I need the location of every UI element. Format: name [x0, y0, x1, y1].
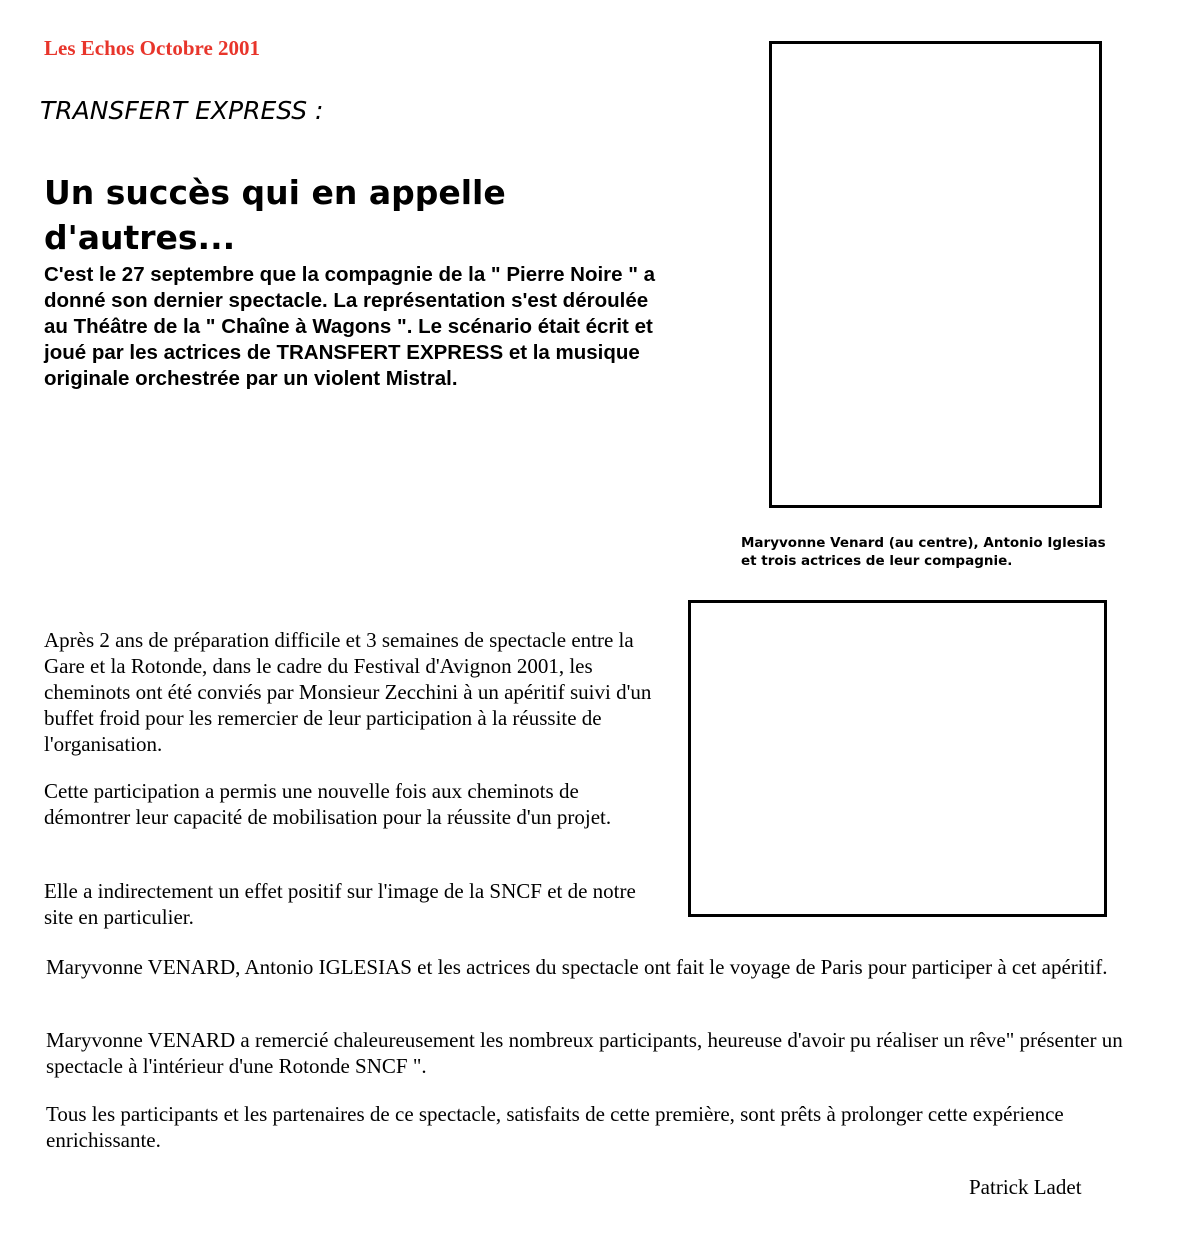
photo-caption: Maryvonne Venard (au centre), Antonio Iglesias et trois actrices de leur compagnie.: [741, 535, 1106, 569]
article-kicker: TRANSFERT EXPRESS :: [40, 96, 324, 125]
photo-placeholder-top: [769, 41, 1102, 508]
author-signature: Patrick Ladet: [969, 1175, 1082, 1199]
article-headline: Un succès qui en appelle d'autres...: [44, 173, 506, 257]
article-lead: C'est le 27 septembre que la compagnie de la " Pierre Noire " a donné son dernier spectacle. La représentation s'est déroulée au Théâtre de la " Chaîne à Wagons ". Le scénario était écrit et joué par les actrices de TRANSFERT EXPRESS et la musique originale orchestrée par un violent Mistral.: [44, 263, 656, 390]
source-line: Les Echos Octobre 2001: [44, 36, 261, 60]
photo-placeholder-bottom: [688, 600, 1107, 917]
body-paragraph: Elle a indirectement un effet positif sur l'image de la SNCF et de notre site en particulier.: [44, 879, 636, 929]
body-paragraph: Après 2 ans de préparation difficile et 3 semaines de spectacle entre la Gare et la Rotonde, dans le cadre du Festival d'Avignon 2001, les cheminots ont été conviés par Monsieur Zecchini à un apéritif suivi d'un buffet froid pour les remercier de leur participation à la réussite de l'organisation.: [44, 628, 652, 756]
body-paragraph: Tous les participants et les partenaires de ce spectacle, satisfaits de cette première, sont prêts à prolonger cette expérience enrichissante.: [46, 1102, 1064, 1152]
body-paragraph: Maryvonne VENARD, Antonio IGLESIAS et les actrices du spectacle ont fait le voyage de Paris pour participer à cet apéritif.: [46, 955, 1108, 979]
body-paragraph: Cette participation a permis une nouvelle fois aux cheminots de démontrer leur capacité de mobilisation pour la réussite d'un projet.: [44, 779, 612, 829]
body-paragraph: Maryvonne VENARD a remercié chaleureusement les nombreux participants, heureuse d'avoir pu réaliser un rêve" présenter un spectacle à l'intérieur d'une Rotonde SNCF ".: [46, 1028, 1123, 1078]
